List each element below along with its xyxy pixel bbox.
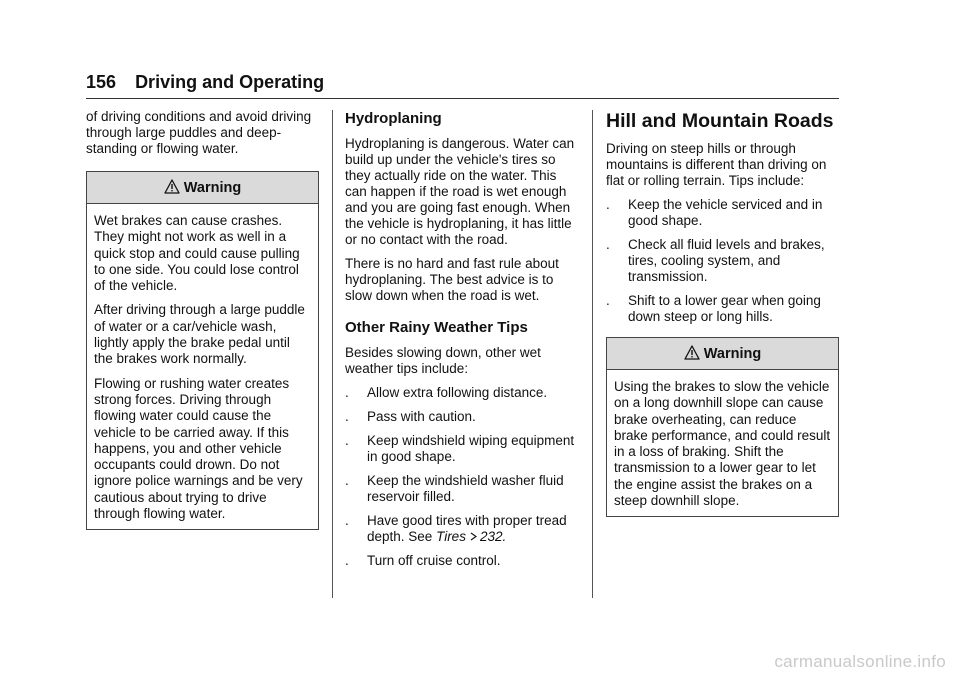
warning-triangle-icon <box>164 179 180 194</box>
list-item <box>345 553 581 569</box>
list-item-text <box>367 513 581 545</box>
warning-body <box>607 370 838 516</box>
list-item-text: Keep the windshield washer fluid reservoir filled. <box>367 473 564 504</box>
column-right <box>606 109 839 517</box>
warning-title: Warning <box>703 345 762 362</box>
tires-page-link[interactable] <box>436 529 506 544</box>
list-item <box>606 293 839 325</box>
watermark-text: carmanualsonline.info <box>774 652 946 671</box>
warning-paragraph: Flowing or rushing water creates strong forces. Driving through flowing water could cause the vehicle to be carried away. If this happens, you and other vehicle occupants could drown. Do not ignore police warnings and be very cautious about trying to drive through flowing water. <box>94 375 303 522</box>
bullet-marker: . <box>606 197 610 212</box>
warning-body <box>87 204 318 529</box>
hill-tips-list <box>606 197 839 325</box>
list-item <box>345 513 581 545</box>
header-rule <box>86 98 839 99</box>
rainy-tips-list <box>345 385 581 569</box>
bullet-marker: . <box>606 293 610 308</box>
warning-triangle-icon <box>684 345 700 360</box>
page-reference-arrow-icon <box>469 532 478 541</box>
list-item-text: Check all fluid levels and brakes, tires, cooling system, and transmission. <box>628 237 825 284</box>
tires-page-number: 232. <box>479 529 507 544</box>
rainy-weather-heading: Other Rainy Weather Tips <box>345 319 528 336</box>
column-middle <box>345 109 581 577</box>
bullet-marker: . <box>606 237 610 252</box>
tires-bullet-text: Have good tires with proper tread depth. See <box>367 513 567 544</box>
column-left <box>86 109 319 530</box>
list-item <box>345 409 581 425</box>
list-item-text: Allow extra following distance. <box>367 385 548 400</box>
page-header <box>86 71 324 93</box>
list-item-text: Pass with caution. <box>367 409 476 424</box>
list-item <box>345 473 581 505</box>
warning-header <box>607 338 838 370</box>
page-section-title: Driving and Operating <box>135 72 325 92</box>
hill-mountain-heading: Hill and Mountain Roads <box>606 110 834 132</box>
warning-paragraph: Wet brakes can cause crashes. They might not work as well in a quick stop and could cause pulling to one side. You could lose control of the vehicle. <box>94 213 300 294</box>
body-paragraph: Besides slowing down, other wet weather tips include: <box>345 345 541 376</box>
warning-header <box>87 172 318 204</box>
bullet-marker: . <box>345 385 349 400</box>
list-item-text: Shift to a lower gear when going down steep or long hills. <box>628 293 821 324</box>
tires-link-label: Tires <box>436 529 466 544</box>
list-item-text: Keep the vehicle serviced and in good shape. <box>628 197 823 228</box>
warning-paragraph: After driving through a large puddle of water or a car/vehicle wash, lightly apply the brake pedal until the brakes work normally. <box>94 302 305 367</box>
hydroplaning-heading: Hydroplaning <box>345 110 442 127</box>
bullet-marker: . <box>345 409 349 424</box>
list-item-text: Turn off cruise control. <box>367 553 501 568</box>
body-paragraph: There is no hard and fast rule about hydroplaning. The best advice is to slow down when the road is wet. <box>345 256 559 303</box>
column-divider-left <box>332 110 333 598</box>
bullet-marker: . <box>345 433 349 448</box>
warning-paragraph: Using the brakes to slow the vehicle on a long downhill slope can cause brake overheating, can reduce brake performance, and could result in a loss of braking. Shift the transmission to a lower gear to let the engine assist the brakes on a steep downhill slope. <box>614 379 831 509</box>
body-paragraph: Driving on steep hills or through mountains is different than driving on flat or rolling terrain. Tips include: <box>606 141 827 188</box>
column-divider-right <box>592 110 593 598</box>
downhill-braking-warning-box <box>606 337 839 517</box>
continuation-paragraph: of driving conditions and avoid driving through large puddles and deep-standing or flowing water. <box>86 109 312 156</box>
body-paragraph: Hydroplaning is dangerous. Water can build up under the vehicle's tires so they actually ride on the water. This can happen if the road is wet enough and you are going fast enough. When the vehicle is hydroplaning, it has little or no contact with the road. <box>345 136 575 247</box>
bullet-marker: . <box>345 513 349 528</box>
list-item <box>345 385 581 401</box>
warning-title: Warning <box>183 179 242 196</box>
bullet-marker: . <box>345 553 349 568</box>
list-item-text: Keep windshield wiping equipment in good shape. <box>367 433 575 464</box>
bullet-marker: . <box>345 473 349 488</box>
list-item <box>606 197 839 229</box>
page-number: 156 <box>86 72 117 92</box>
list-item <box>606 237 839 285</box>
wet-brakes-warning-box <box>86 171 319 530</box>
list-item <box>345 433 581 465</box>
